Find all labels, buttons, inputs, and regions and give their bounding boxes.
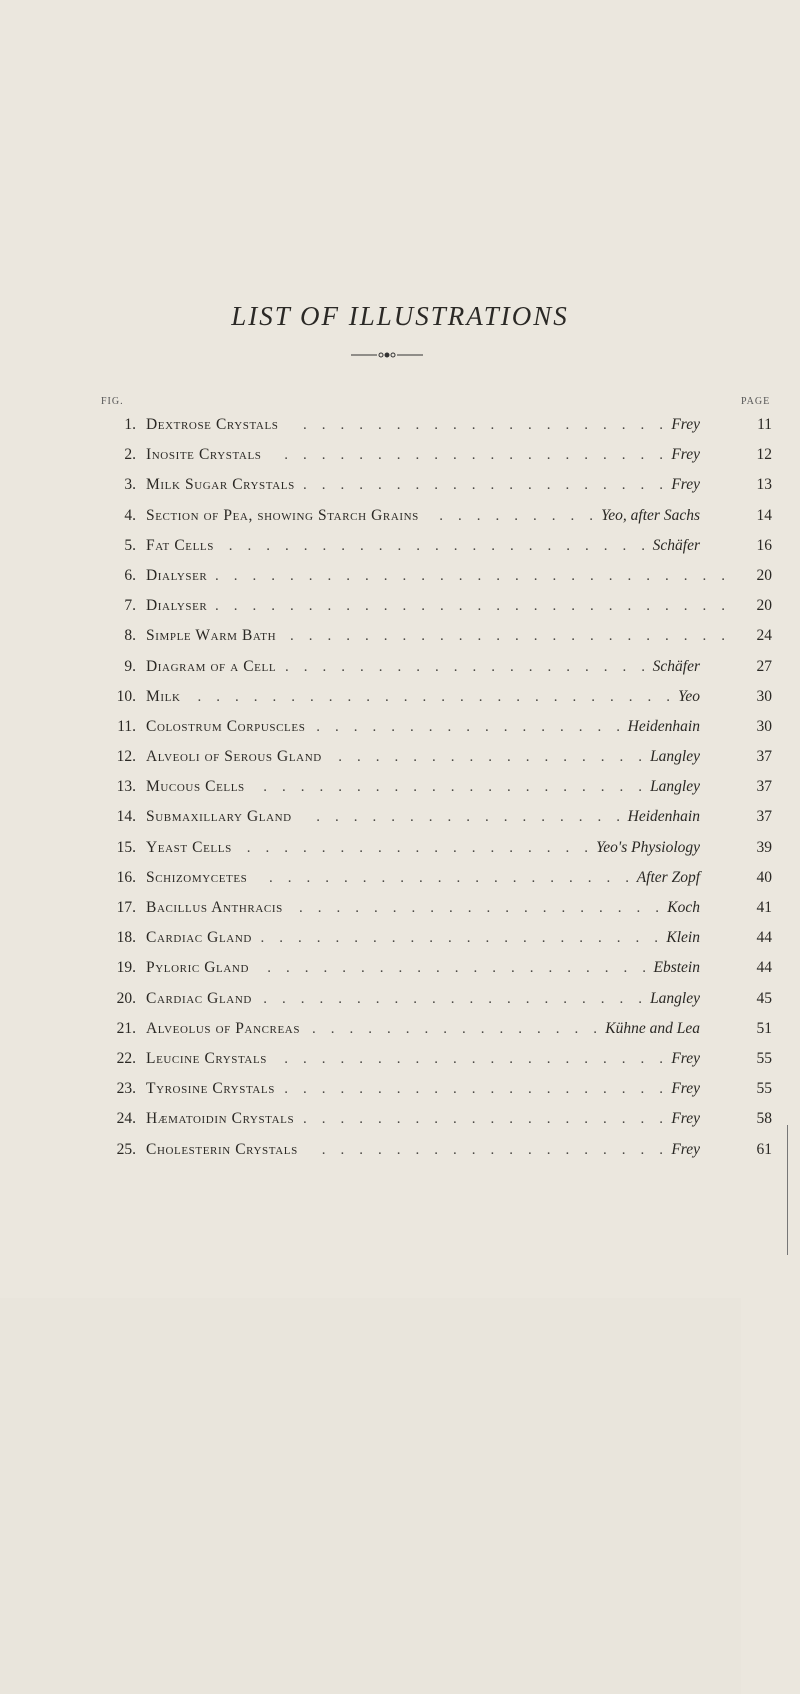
page-number: 41 bbox=[756, 899, 772, 916]
page-title: LIST OF ILLUSTRATIONS bbox=[231, 301, 569, 331]
list-item bbox=[0, 742, 800, 772]
illustrations-list bbox=[0, 410, 800, 1165]
figure-subject: Milk bbox=[146, 687, 181, 705]
figure-subject: Cardiac Gland bbox=[146, 989, 252, 1007]
figure-number: 2. bbox=[124, 446, 136, 464]
list-item bbox=[0, 984, 800, 1014]
dot-leader: . . . . . . . . . . . . . . . . . . . bbox=[321, 1141, 663, 1158]
figure-number: 19. bbox=[116, 959, 136, 977]
figure-source: Yeo, after Sachs bbox=[601, 506, 700, 524]
dot-leader: . . . . . . . . . . . . . . . . . . . . bbox=[299, 900, 659, 916]
dot-leader: . . . . . . . . . . . . . . . . . . . . . . . . bbox=[290, 628, 725, 645]
dot-leader: . . . . . . . . . . . . . . . . . . . . bbox=[303, 417, 663, 433]
page-number: 55 bbox=[756, 1080, 772, 1098]
list-item bbox=[0, 652, 800, 682]
dot-leader: . . . . . . . . . . . . . . . . . . . . . bbox=[284, 1081, 663, 1098]
figure-source: Frey bbox=[671, 446, 700, 464]
page-number: 12 bbox=[756, 446, 772, 464]
list-item bbox=[0, 772, 800, 802]
page-number: 44 bbox=[756, 959, 772, 977]
page-number: 37 bbox=[756, 808, 772, 826]
list-item bbox=[0, 833, 800, 863]
figure-number: 25. bbox=[116, 1140, 136, 1158]
page-number: 24 bbox=[756, 627, 772, 645]
list-item bbox=[0, 1014, 800, 1044]
figure-subject: Fat Cells bbox=[146, 536, 214, 554]
page-number: 20 bbox=[756, 566, 772, 584]
list-item bbox=[0, 591, 800, 621]
figure-source: Heidenhain bbox=[627, 808, 700, 826]
list-item bbox=[0, 923, 800, 953]
figure-number: 24. bbox=[116, 1110, 136, 1128]
figure-source: Frey bbox=[671, 476, 700, 494]
dot-leader: . . . . . . . . . . . . . . . . . bbox=[316, 809, 620, 826]
dot-leader: . . . . . . . . . . . . . . . . . . . . bbox=[269, 869, 629, 886]
page-number: 30 bbox=[756, 717, 772, 735]
list-item bbox=[0, 501, 800, 531]
figure-number: 1. bbox=[124, 416, 136, 433]
list-item bbox=[0, 561, 800, 591]
figure-source: Koch bbox=[667, 899, 700, 916]
figure-number: 22. bbox=[116, 1049, 136, 1067]
list-item bbox=[0, 953, 800, 983]
figure-source: Frey bbox=[671, 1080, 700, 1098]
figure-source: After Zopf bbox=[636, 868, 700, 886]
dot-leader: . . . . . . . . . . . . . . . . . . . . . . . . . . . . bbox=[215, 567, 725, 584]
figure-number: 7. bbox=[124, 597, 136, 615]
figure-number: 5. bbox=[124, 536, 136, 554]
dot-leader: . . . . . . . . . . . . . . . . . . . . bbox=[303, 1111, 663, 1128]
figure-source: Schäfer bbox=[652, 657, 700, 675]
list-item bbox=[0, 1044, 800, 1074]
list-item bbox=[0, 712, 800, 742]
figure-subject: Simple Warm Bath bbox=[146, 627, 277, 645]
dot-leader: . . . . . . . . . . . . . . . . . . . bbox=[246, 839, 588, 856]
figure-subject: Bacillus Anthracis bbox=[146, 899, 283, 916]
figure-number: 15. bbox=[116, 838, 136, 856]
figure-number: 10. bbox=[116, 687, 136, 705]
list-item bbox=[0, 531, 800, 561]
figure-number: 12. bbox=[116, 748, 136, 766]
list-item bbox=[0, 1104, 800, 1134]
figure-number: 8. bbox=[124, 627, 136, 645]
figure-source: Heidenhain bbox=[627, 717, 700, 735]
list-item bbox=[0, 802, 800, 832]
figure-number: 14. bbox=[116, 808, 136, 826]
page-edge-mark bbox=[787, 1125, 800, 1255]
list-item bbox=[0, 863, 800, 893]
list-item bbox=[0, 470, 800, 500]
figure-subject: Milk Sugar Crystals bbox=[146, 476, 295, 494]
page-number: 30 bbox=[756, 687, 772, 705]
page-number: 37 bbox=[756, 748, 772, 766]
dot-leader: . . . . . . . . . . . . . . . . . bbox=[338, 749, 642, 766]
dot-leader: . . . . . . . . . . . . . . . . . . . . . . bbox=[260, 930, 658, 947]
page-number: 39 bbox=[756, 838, 772, 856]
figure-subject: Dialyser bbox=[146, 597, 208, 615]
figure-number: 4. bbox=[124, 506, 136, 524]
dot-leader: . . . . . . . . . . . . . . . . . . . . . . . . . . . . bbox=[215, 598, 725, 615]
figure-subject: Inosite Crystals bbox=[146, 446, 262, 464]
dot-leader: . . . . . . . . . . . . . . . . . . . . . bbox=[263, 990, 642, 1007]
figure-subject: Leucine Crystals bbox=[146, 1049, 268, 1067]
dot-leader: . . . . . . . . . . . . . . . . . . . . bbox=[285, 658, 645, 675]
figure-number: 6. bbox=[124, 566, 136, 584]
list-item bbox=[0, 682, 800, 712]
figure-subject: Section of Pea, showing Starch Grains bbox=[146, 506, 419, 524]
figure-source: Langley bbox=[650, 989, 700, 1007]
page-number: 13 bbox=[756, 476, 772, 494]
dot-leader: . . . . . . . . . . . . . . . . . . . . . . . bbox=[228, 537, 645, 554]
figure-source: Kühne and Lea bbox=[605, 1019, 700, 1037]
dot-leader: . . . . . . . . . . . . . . . . . bbox=[316, 718, 620, 735]
figure-source: Frey bbox=[671, 416, 700, 433]
list-item bbox=[0, 1074, 800, 1104]
figure-source: Langley bbox=[650, 778, 700, 796]
page-number: 16 bbox=[756, 536, 772, 554]
page-number: 58 bbox=[756, 1110, 772, 1128]
dot-leader: . . . . . . . . . . . . . . . . . . . . bbox=[303, 477, 663, 494]
page-number: 45 bbox=[756, 989, 772, 1007]
figure-number: 21. bbox=[116, 1019, 136, 1037]
figure-number: 16. bbox=[116, 868, 136, 886]
page-number: 51 bbox=[756, 1019, 772, 1037]
figure-subject: Alveoli of Serous Gland bbox=[146, 748, 322, 766]
dot-leader: . . . . . . . . . . . . . . . . . . . . . bbox=[284, 1050, 663, 1067]
list-item bbox=[0, 440, 800, 470]
figure-number: 18. bbox=[116, 929, 136, 947]
figure-subject: Yeast Cells bbox=[146, 838, 232, 856]
list-item bbox=[0, 1135, 800, 1165]
page-number: 20 bbox=[756, 597, 772, 615]
figure-number: 11. bbox=[117, 717, 136, 735]
fig-column-header: FIG. bbox=[101, 396, 124, 407]
dot-leader: . . . . . . . . . . . . . . . . . . . . . bbox=[284, 447, 663, 464]
page-number: 55 bbox=[756, 1049, 772, 1067]
dot-leader: . . . . . . . . . . . . . . . . . . . . . . . . . . bbox=[197, 688, 670, 705]
page-column-header: PAGE bbox=[741, 396, 800, 1694]
dot-leader: . . . . . . . . . . . . . . . . . . . . . bbox=[267, 960, 646, 977]
dot-leader: . . . . . . . . . . . . . . . . bbox=[312, 1020, 597, 1037]
figure-subject: Hæmatoidin Crystals bbox=[146, 1110, 295, 1128]
figure-source: Klein bbox=[666, 929, 700, 947]
page-number: 11 bbox=[757, 416, 772, 433]
figure-subject: Pyloric Gland bbox=[146, 959, 249, 977]
figure-subject: Cardiac Gland bbox=[146, 929, 252, 947]
figure-subject: Colostrum Corpuscles bbox=[146, 717, 306, 735]
figure-subject: Schizomycetes bbox=[146, 868, 248, 886]
figure-source: Frey bbox=[671, 1110, 700, 1128]
list-item bbox=[0, 621, 800, 651]
figure-source: Yeo bbox=[678, 687, 700, 705]
figure-number: 20. bbox=[116, 989, 136, 1007]
figure-subject: Cholesterin Crystals bbox=[146, 1140, 298, 1158]
page-number: 14 bbox=[756, 506, 772, 524]
figure-source: Yeo's Physiology bbox=[596, 838, 700, 856]
page-number: 40 bbox=[756, 868, 772, 886]
figure-number: 23. bbox=[116, 1080, 136, 1098]
figure-source: Frey bbox=[671, 1140, 700, 1158]
figure-subject: Diagram of a Cell bbox=[146, 657, 277, 675]
figure-number: 9. bbox=[124, 657, 136, 675]
figure-subject: Alveolus of Pancreas bbox=[146, 1019, 301, 1037]
page-number: 61 bbox=[756, 1140, 772, 1158]
figure-subject: Mucous Cells bbox=[146, 778, 245, 796]
page-number: 44 bbox=[756, 929, 772, 947]
page-number: 27 bbox=[756, 657, 772, 675]
figure-source: Ebstein bbox=[653, 959, 700, 977]
list-item bbox=[0, 893, 800, 923]
list-item bbox=[0, 410, 800, 440]
page-number: 37 bbox=[756, 778, 772, 796]
figure-source: Frey bbox=[671, 1049, 700, 1067]
dot-leader: . . . . . . . . . . . . . . . . . . . . . bbox=[263, 779, 642, 796]
dot-leader: . . . . . . . . . bbox=[439, 507, 593, 524]
figure-number: 3. bbox=[124, 476, 136, 494]
title-ornament bbox=[347, 350, 427, 360]
figure-source: Schäfer bbox=[652, 536, 700, 554]
figure-number: 13. bbox=[116, 778, 136, 796]
figure-subject: Tyrosine Crystals bbox=[146, 1080, 275, 1098]
figure-source: Langley bbox=[650, 748, 700, 766]
figure-subject: Dialyser bbox=[146, 566, 208, 584]
figure-number: 17. bbox=[116, 899, 136, 916]
figure-subject: Submaxillary Gland bbox=[146, 808, 292, 826]
figure-subject: Dextrose Crystals bbox=[146, 416, 279, 433]
